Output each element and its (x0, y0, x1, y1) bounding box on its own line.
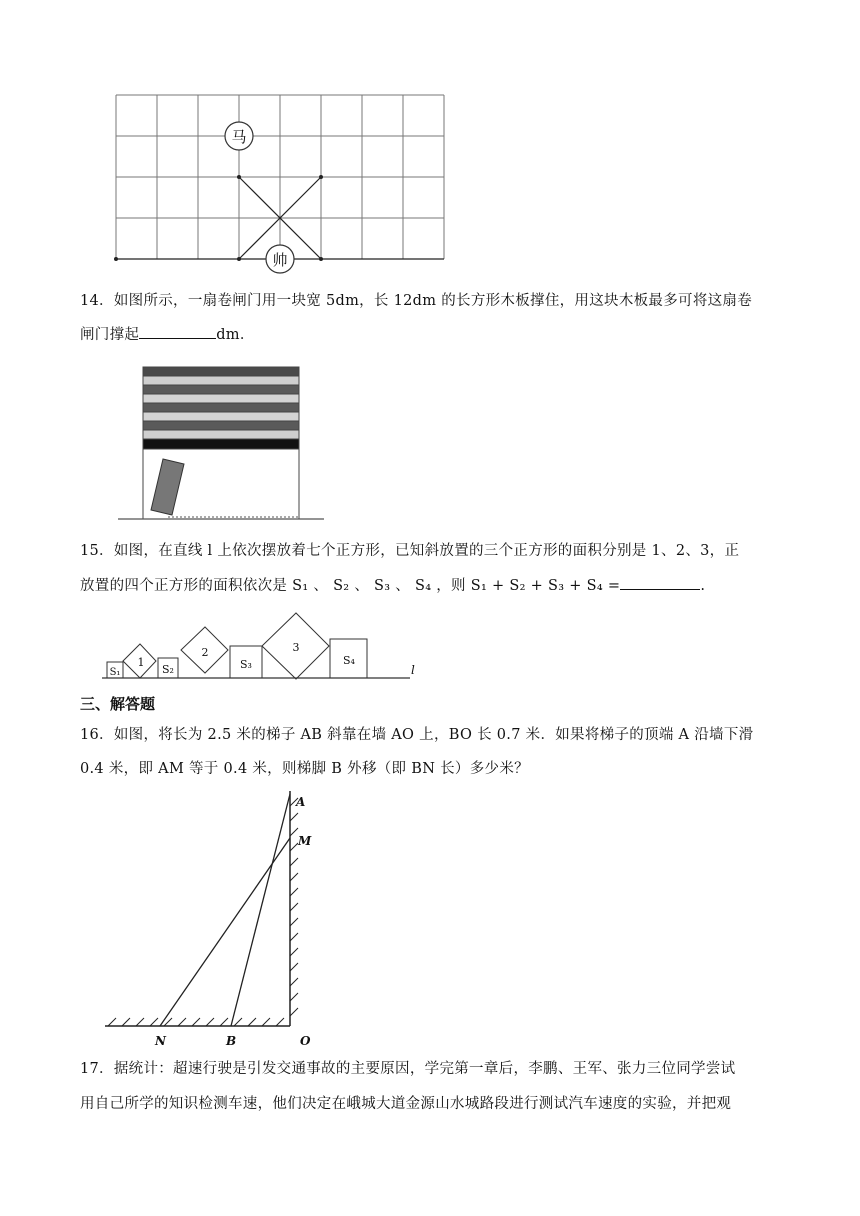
question-16-line-2: 0.4 米，即 AM 等于 0.4 米，则梯脚 B 外移（即 BN 长）多少米？ (80, 761, 529, 777)
marshal-label: 帅 (272, 251, 288, 269)
label-b: B (226, 1034, 237, 1048)
squares-figure (100, 606, 430, 682)
answer-blank-15[interactable] (620, 573, 700, 590)
question-17-line-1: 17．据统计：超速行驶是引发交通事故的主要原因，学完第一章后，李鹏、王军、张力三位同学尝试 (80, 1061, 736, 1077)
horse-label: 马 (231, 128, 247, 146)
ladder-mn (160, 838, 290, 1026)
tilted-label-1: 1 (137, 656, 145, 669)
answer-blank-14[interactable] (139, 322, 216, 339)
line-label-l: l (411, 663, 415, 677)
ladder-figure (100, 786, 330, 1056)
wooden-board (151, 459, 184, 515)
question-14-prefix: 闸门撑起 (80, 327, 140, 343)
label-a: A (296, 795, 306, 809)
upright-label-s3: S₃ (240, 658, 252, 671)
question-14-line-1: 14．如图所示，一扇卷闸门用一块宽 5dm，长 12dm 的长方形木板撑住，用这块木板最多可将这扇卷 (80, 293, 753, 309)
rolling-door-figure (110, 358, 340, 528)
label-m: M (298, 834, 312, 848)
question-14-line-2 (80, 318, 255, 352)
question-17-line-2: 用自己所学的知识检测车速，他们决定在峨城大道金源山水城路段进行测试汽车速度的实验，并把观 (80, 1096, 732, 1112)
upright-label-s2: S₂ (162, 663, 174, 676)
question-15-line-1: 15．如图，在直线 l 上依次摆放着七个正方形，已知斜放置的三个正方形的面积分别是 1、2、3，正 (80, 543, 740, 559)
upright-label-s4: S₄ (343, 654, 355, 667)
question-15-prefix: 放置的四个正方形的面积依次是 S₁ 、 S₂ 、 S₃ 、 S₄ ，则 S₁ + S₂ + S₃ + S₄ = (80, 578, 621, 594)
question-15-suffix: . (700, 578, 706, 594)
section-heading: 三、解答题 (80, 695, 156, 713)
label-o: O (300, 1034, 311, 1048)
horse-piece (225, 122, 253, 150)
upright-label-s1: S₁ (109, 667, 121, 678)
tilted-label-2: 2 (201, 646, 209, 659)
question-14-suffix: dm． (216, 327, 255, 343)
chessboard-figure (100, 86, 460, 276)
marshal-piece (266, 245, 294, 273)
question-15-line-2 (80, 569, 705, 603)
label-n: N (155, 1034, 166, 1048)
question-16-line-1: 16．如图，将长为 2.5 米的梯子 AB 斜靠在墙 AO 上，BO 长 0.7 米．如果将梯子的顶端 A 沿墙下滑 (80, 727, 754, 743)
tilted-label-3: 3 (292, 641, 300, 654)
